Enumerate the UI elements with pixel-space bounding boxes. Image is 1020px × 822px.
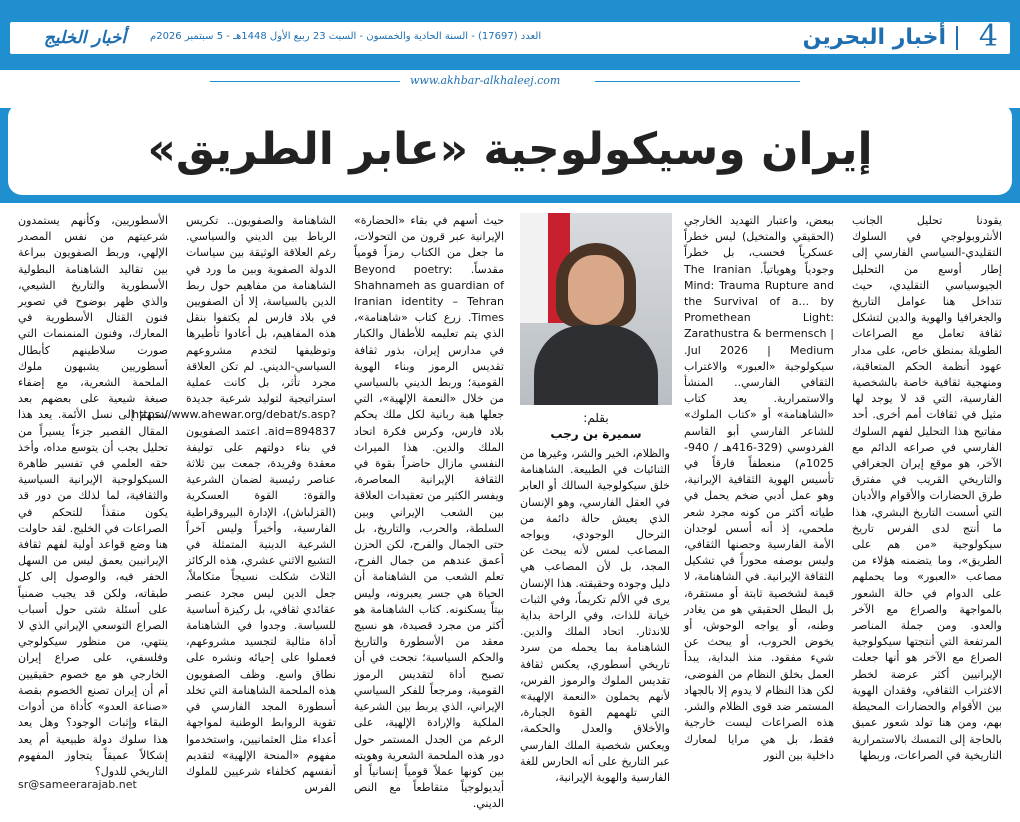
column-text: يقودنا تحليل الجانب الأنثروبولوجي في السلوك التقليدي-السياسي الفارسي إلى إطار أوسع من التحليل الجيوسياسي التقليدي، حيث تتداخل هنا عوامل التاريخ والجغرافيا والهوية والدين لتشكل ثقافة تعامل مع الصراعات الطويلة بمنطق خاص، على مدار عهود أنظمة الحكم المتعاقبة، ومنهجية ثقافية خاصة بالشخصية الفارسية، التي قد لا يوجد لها مثيل في ثقافات أمم أخرى. أحد مفاتيح هذا التحليل لفهم السلوك الفارسي في صراعه الدائم مع الآخر، هو موقع إيران الجغرافي والتاريخي القريب في مفترق طرق الحضارات والأقوام والأديان التي أسست التاريخ البشري، هذا ما أنتج لدى الفرس تاريخ سيكولوجية «من هم على الطريق»، وما يتضمنه هؤلاء من مصاعب «العبور» وما يحملهم على الدوام في حالة الشعور بالمواجهة والصراع مع الآخر والعدو. ومن جملة المناصر المرتفعة التي أنتجتها سيكولوجية الصراع مع الآخر هو أنها جعلت الإيرانيين أكثر عرضة لخطر الاغتراب الثقافي، وفقدان الهوية بين الأقوام والحضارات المحيطة بهم، ومن هنا تولد شعور عميق بالحاجة إلى التمسك بالاستمرارية التاريخية في الصراعات، وربطها: [852, 214, 1002, 762]
article-column: [520, 446, 670, 785]
article-column: [684, 213, 834, 768]
author-name: سميرة بن رجب: [550, 427, 642, 441]
column-text: حيث أسهم في بقاء «الحضارة» الإيرانية عبر قرون من التحولات، ما جعل من الكتاب رمزاً قومياً مقدساً. Beyond poetry: Shahnameh as guardian of Iranian identity – Tehran Times. زرع كتاب «شاهنامة»، الذي يتم تعليمه للأطفال والكبار في مدارس إيران، بذور ثقافة تقديس الرموز وبناء الهوية القومية؛ وربط الديني بالسياسي من خلال «النعمة الإلهية»، التي جعلها هبة ربانية لكل ملك يحكم بلاد فارس، وكرس فكرة اتحاد الملك والدين. هذا الميراث النفسي مازال حاضراً بقوة في الثقافة الإيرانية المعاصرة، ويفسر الكثير من تعقيدات العلاقة بين الشعب الإيراني وبين السلطة، والحرب، والتاريخ، بل حتى الجمال والفرح، لكن الحزن أعمق عندهم من جمال الفرح، تعلم الشعب من الشاهنامة أن الحياة هي جسر يعبرونه، وليس بيتاً يسكنونه. كتاب الشاهنامة هو أكثر من مجرد قصيدة، هو نسيج معقد من الأسطورة والتاريخ والحكم السياسية؛ نجحت في أن تصبح أداة لتقديس الرموز القومية، ومرجعاً للفكر السياسي الإيراني، الذي يربط بين الشرعية الملكية والإرادة الإلهية، على الرغم من الجدل المستمر حول دور هذه الملحمة الشعرية وهويته بين كونها عملاً قومياً إنسانياً أو أيديولوجياً متقاطعاً مع النص الديني.: [354, 214, 504, 811]
article-column: [852, 213, 1002, 768]
byline-prefix: بقلم:: [583, 411, 609, 425]
divider: [210, 81, 400, 82]
article-headline: إيران وسيكولوجية «عابر الطريق»: [147, 124, 873, 175]
column-text: والظلام، الخير والشر، وغيرها من الثنائيات في الطبيعة. الشاهنامة خلق سيكولوجية السالك أو العابر في العقل الفارسي، وهو الإنسان الذي يعيش حالة دائمة من الترحال الوجودي، ويواجه المصاعب لمس لأنه يبحث عن المجد، بل لأن المصاعب هي دليل وجوده وحقيقته. هذا الإنسان يرى في الألم تكريماً، وفي الثبات خيانة للذات، وفي الراحة بداية للاندثار. اتحاد الملك والدين. الشاهنامة بما يحمله من سرد تاريخي أسطوري، يعكس ثقافة تقديس الملوك والرموز الفرس، لأنهم يحملون «النعمة الإلهية» التي تلهمهم القوة الجبارة، والأخلاق والعدل والحكمة، ويعكس شخصية الملك الفارسي عبر التاريخ على أنه الحارس للغة الفارسية والهوية الإيرانية،: [520, 447, 670, 785]
page-number: 4: [978, 19, 998, 54]
flag-icon: [520, 213, 548, 323]
newspaper-logo: أخبار الخليج: [43, 28, 127, 48]
column-text: ببعض، واعتبار التهديد الخارجي (الحقيقي والمتخيل) ليس خطراً عسكرياً فحسب، بل خطراً وجودياً وهوياتياً. The Iranian Mind: Trauma Rupture and the Survival of a... by Promethean Light: Zarathustra & bermensch | Jul 2026 | Medium. سيكولوجية «العبور» والاغتراب الثقافي الفارسي.. المنشأ والاستمرارية. يعد كتاب «الشاهنامة» أو «كتاب الملوك» للشاعر الفارسي أبو القاسم الفردوسي (329-416هـ / 940-1025م) منعطفاً فارقاً في تأسيس الهوية الثقافية الإيرانية، وهو عمل أدبي ضخم يحمل في طياته أكثر من كونه مجرد شعر ملحمي، إذ أنه أسس لوجدان الأمة الفارسية وحصنها الثقافي، وليس بوصفه محوراً في تشكيل الثقافة الإيرانية. في الشاهنامة، لا قيمة لشخصية ثابتة أو مستقرة، بل البطل الحقيقي هو من يغادر وطنه، أو يواجه الوحوش، أو يخوض الحروب، أو يبحث عن شيء مفقود. منذ البداية، يبدأ العمل بخلق النظام من الفوضى، لكن هذا النظام لا يدوم إلا بالجهاد المستمر ضد قوى الظلام والشر. هذه الصراعات ليست خارجية فقط، بل هي مرايا لمعارك داخلية بين النور: [684, 214, 835, 762]
author-email[interactable]: sr@sameerarajab.net: [18, 778, 137, 791]
column-text: الشاهنامة والصفويون.. تكريس الرباط بين الديني والسياسي. رغم العلاقة الوثيقة بين سياسات الدولة الصفوية وبين ما ورد في الشاهنامة من مفاهيم حول ربط الدين بالسياسة، إلا أن الصفويين في بلاد فارس لم يكتفوا بنقل هذه المفاهيم، بل أعادوا تأطيرها وتوظيفها لتخدم مشروعهم السياسي-الديني. لم تكن العلاقة مجرد تأثر، بل كانت عملية استراتيجية لتوليد شرعية جديدة https://www.ahewar.org/debat/s.asp?aid=894837. اعتمد الصفويون في بناء دولتهم على توليفة معقدة وفريدة، جمعت بين ثلاثة عناصر رئيسية لضمان الشرعية والقوة: القوة العسكرية (القزلباش)، الإدارة البيروقراطية الفارسية، وأخيراً وليس آخراً الشرعية الدينية المتمثلة في التشيع الاثني عشري، هذه الركائز الثلاث شكلت نسيجاً متكاملاً، جعل الدين ليس مجرد عنصر عقائدي ثقافي، بل ركيزة أساسية للسياسة. وجدوا في الشاهنامة أداة مثالية لتجسيد مشروعهم، فعملوا على إحيائه ونشره على نطاق واسع. وظف الصفويون هذه الملحمة الشاهنامة التي تخلد أسطورة المجد الفارسي في تقوية الروابط الوطنية لمواجهة أعداء مثل العثمانيين، واستخدموا مفهوم «المنحة الإلهية» لتقديم أنفسهم كخلفاء شرعيين للملوك الفرس: [132, 214, 336, 795]
article-column: [132, 213, 336, 795]
column-text: الأسطوريين، وكأنهم يستمدون شرعيتهم من نفس المصدر الإلهي، وربط الصفويون ببراعة بين تقاليد الشاهنامة البطولية الأسطورية والتاريخ الشيعي، والذي ظهر بوضوح في تصوير فنون القتال الأسطورية في المعارك، وفنون المنمنمات التي صورت سلاطينهم كأبطال أسطوريين يشبهون ملوك الملحمة الشعرية، مع إضفاء صبغة شيعية على بعضهم بعد نسبهم إلى نسل الأئمة. يعد هذا المقال القصير جزءاً يسيراً من تحليل يجب أن يتوسع مداه، وأخذ حقه العلمي في تفسير ظاهرة السيكولوجية الإيرانية السياسية والثقافية، لما لذلك من دور قد يكون منقذاً للتحكم في الصراعات في الخليج. لقد حاولت هنا وضع قواعد أولية لفهم ثقافة الإيرانيين يعمق ليس من السهل الحفر فيه، والوصول إلى كل طبقاته، ولكن قد يجيب ضمنياً على أسئلة شتى حول أسباب الصراع التوسعي الإيراني الذي لا ينتهي، من منظور سيكولوجي وفلسفي، على صراع إيران الخارجي هو مع خصوم حقيقيين أم أن إيران تصنع الخصوم بقصة «صناعة العدو» كأداة من أدوات البقاء وإثبات الوجود؟ وهل يعد هذا سلوك دولة طبيعية أم يعد إشكالاً عميقاً يتجاوز المفهوم التاريخي للدول؟: [18, 214, 168, 778]
author-photo: [520, 213, 672, 405]
issue-info: العدد (17697) - السنة الحادية والخمسون - السبت 23 ربيع الأول 1448هـ - 5 سبتمبر 2026م: [150, 31, 542, 42]
article-column: [18, 213, 168, 778]
section-title: أخبار البحرين: [802, 25, 946, 50]
article-column: [354, 213, 504, 811]
header-separator: [956, 26, 958, 50]
url-line: [0, 74, 1020, 88]
website-url[interactable]: www.akhbar-alkhaleej.com: [410, 74, 561, 87]
byline: [520, 410, 672, 442]
header-strip: [10, 19, 1010, 54]
divider: [595, 81, 800, 82]
header-bar: [0, 0, 1020, 70]
